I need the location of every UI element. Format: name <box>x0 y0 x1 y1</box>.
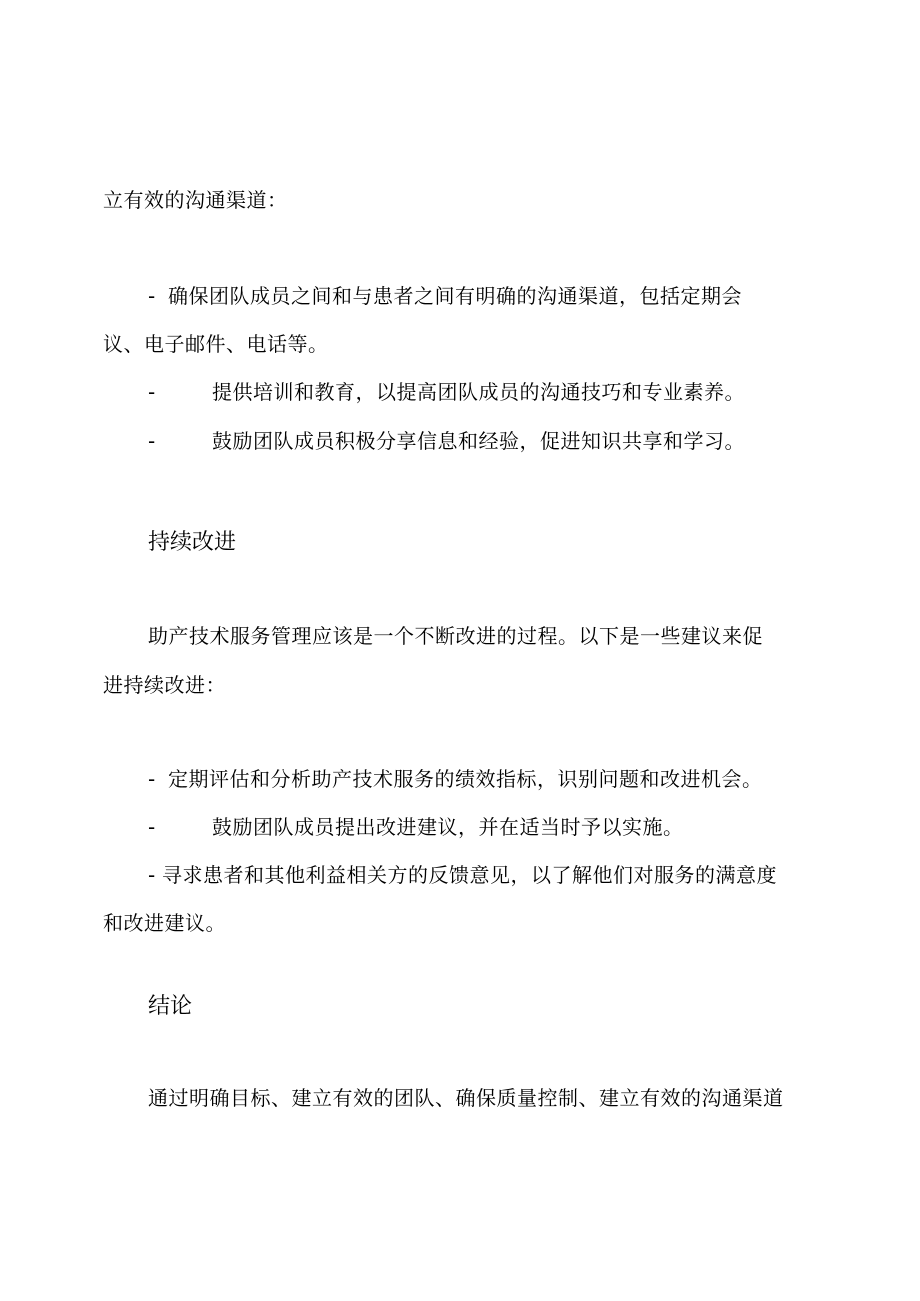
bullet-text: 鼓励团队成员积极分享信息和经验，促进知识共享和学习。 <box>212 429 745 453</box>
bullet-text: 寻求患者和其他利益相关方的反馈意见，以了解他们对服务的满意度 <box>162 863 777 887</box>
bullet-item <box>148 765 763 793</box>
bullet-item <box>148 378 745 406</box>
paragraph-line: 通过明确目标、建立有效的团队、确保质量控制、建立有效的沟通渠道 <box>148 1086 784 1110</box>
bullet-text: 鼓励团队成员提出改进建议，并在适当时予以实施。 <box>212 815 684 839</box>
bullet-dash: - <box>148 815 156 839</box>
bullet-text: 定期评估和分析助产技术服务的绩效指标，识别问题和改进机会。 <box>168 767 763 791</box>
bullet-dash: - <box>148 284 156 308</box>
bullet-dash: - <box>148 863 156 887</box>
bullet-item <box>148 861 777 889</box>
paragraph-line: 立有效的沟通渠道： <box>103 188 288 212</box>
bullet-item <box>148 282 742 310</box>
bullet-dash: - <box>148 429 156 453</box>
bullet-dash: - <box>148 380 156 404</box>
bullet-text: 提供培训和教育，以提高团队成员的沟通技巧和专业素养。 <box>212 380 745 404</box>
section-heading: 结论 <box>148 994 193 1019</box>
bullet-dash: - <box>148 767 156 791</box>
bullet-continuation: 议、电子邮件、电话等。 <box>103 332 329 356</box>
bullet-continuation: 和改进建议。 <box>103 911 226 935</box>
paragraph-line: 进持续改进： <box>103 673 226 697</box>
bullet-item <box>148 813 684 841</box>
section-heading: 持续改进 <box>148 530 237 555</box>
bullet-item <box>148 427 745 455</box>
paragraph-line: 助产技术服务管理应该是一个不断改进的过程。以下是一些建议来促 <box>148 624 763 648</box>
bullet-text: 确保团队成员之间和与患者之间有明确的沟通渠道，包括定期会 <box>168 284 742 308</box>
